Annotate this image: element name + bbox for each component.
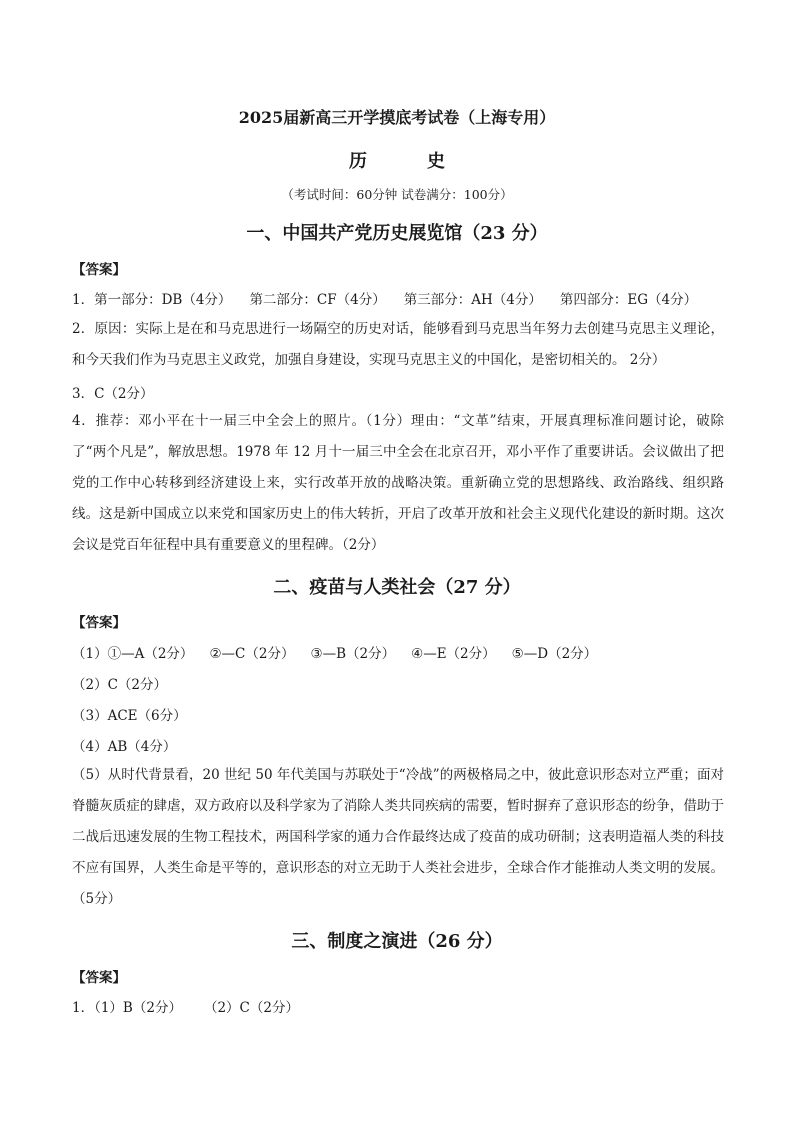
q1-sub1: 1．（1）B（2分） [72,1000,182,1016]
section-1-answer-label: 【答案】 [72,262,126,278]
section-2-q1 [72,642,597,662]
section-1-q2: 2．原因：实际上是在和马克思进行一场隔空的历史对话，能够看到马克思当年努力去创建马克思主义理论，和今天我们作为马克思主义政党，加强自身建设，实现马克思主义的中国化，是密切相关的。 2分） [72,321,724,368]
q1-part3: 第三部分：AH（4分） [403,292,542,308]
section-1-title: 一、中国共产党历史展览馆（23 分） [246,223,548,244]
subject-char-1: 历 [349,151,367,172]
q1-sub2: （2）C（2分） [203,1000,299,1016]
section-2-q5: （5）从时代背景看，20 世纪 50 年代美国与苏联处于“冷战”的两极格局之中，彼此意识形态对立严重；面对脊髓灰质症的肆虐，双方政府以及科学家为了消除人类共同疾病的需要，暂时摒弃了意识形态的纷争，借助于二战后迅速发展的生物工程技术，两国科学家的通力合作最终达成了疫苗的成功研制；这表明造福人类的科技不应有国界，人类生命是平等的，意识形态的对立无助于人类社会进步，全球合作才能推动人类文明的发展。（5分） [72,767,724,907]
section-1-q4: 4．推荐：邓小平在十一届三中全会上的照片。（1分）理由：“文革”结束，开展真理标准问题讨论，破除了“两个凡是”，解放思想。1978 年 12 月十一届三中全会在北京召开，邓小平作了重要讲话。会议做出了把党的工作中心转移到经济建设上来，实行改革开放的战略决策。重新确立党的思想路线、政治路线、组织路线。这是新中国成立以来党和国家历史上的伟大转折，开启了改革开放和社会主义现代化建设的新时期。这次会议是党百年征程中具有重要意义的里程碑。（2分） [72,413,724,553]
q1-part4: 第四部分：EG（4分） [559,292,698,308]
section-2-answer-label: 【答案】 [72,615,126,631]
section-3-answer-label: 【答案】 [72,970,126,986]
section-3-q1 [72,996,299,1016]
section-3-title: 三、制度之演进（26 分） [291,931,503,952]
subject-heading [0,147,794,173]
q1-part2: 第二部分：CF（4分） [249,292,386,308]
q1-item3: ③—B（2分） [310,646,396,662]
q1-part1: 1．第一部分：DB（4分） [72,292,232,308]
exam-info: （考试时间：60分钟 试卷满分：100分） [281,187,513,202]
section-1-q1 [72,288,697,308]
section-2-q2: （2）C（2分） [72,677,168,693]
section-1-q3: 3．C（2分） [72,386,154,402]
q1-item5: ⑤—D（2分） [511,646,598,662]
q1-item2: ②—C（2分） [209,646,295,662]
subject-char-2: 史 [427,151,445,172]
section-2-q3: （3）ACE（6分） [72,708,187,724]
page-title: 2025届新高三开学摸底考试卷（上海专用） [238,108,556,127]
section-2-q4: （4）AB（4分） [72,739,177,755]
q1-item1: （1）①—A（2分） [72,646,194,662]
section-2-title: 二、疫苗与人类社会（27 分） [273,577,521,598]
q1-item4: ④—E（2分） [411,646,496,662]
